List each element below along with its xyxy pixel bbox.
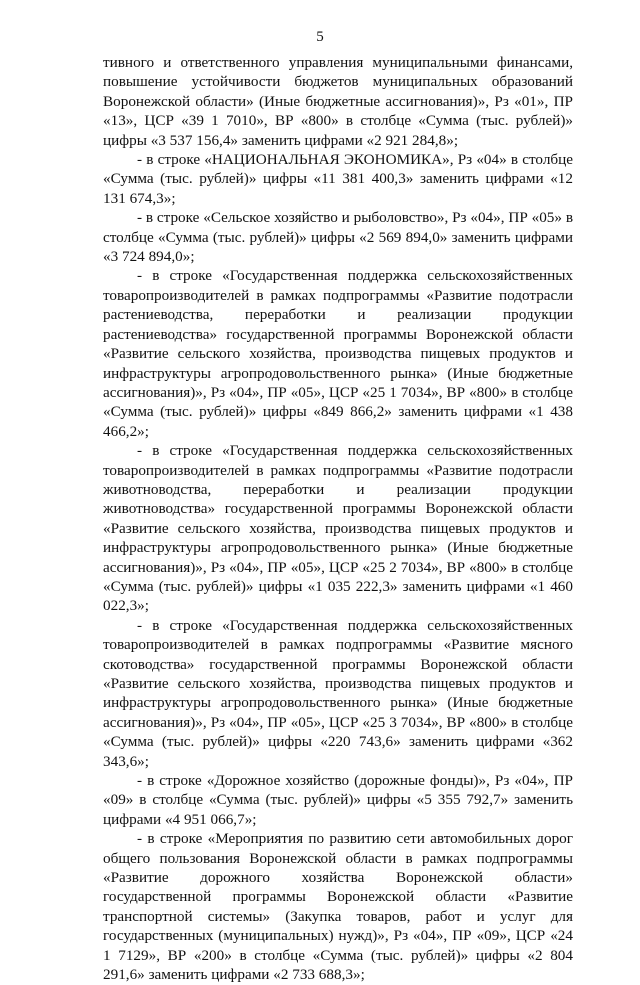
paragraph-item: - в строке «Государственная поддержка сельскохозяйственных товаропроизводителей в рамках подпрограммы «Развитие мясного скотоводства» государственной программы Воронежской области «Развитие сельского хозяйства, производства пищевых продуктов и инфраструктуры агропродовольственного рынка» (Иные бюджетные ассигнования)», Рз «04», ПР «05», ЦСР «25 3 7034», ВР «800» в столбце «Сумма (тыс. рублей)» цифры «220 743,6» заменить цифрами «362 343,6»; xyxy=(103,616,573,770)
paragraph-item: - в строке «НАЦИОНАЛЬНАЯ ЭКОНОМИКА», Рз «04» в столбце «Сумма (тыс. рублей)» цифры «11 381 400,3» заменить цифрами «12 131 674,3»; xyxy=(103,151,573,207)
paragraph-item: - в строке «Государственная поддержка сельскохозяйственных товаропроизводителей в рамках подпрограммы «Развитие подотрасли растениеводства, переработки и реализации продукции растениеводства» государственной программы Воронежской области «Развитие сельского хозяйства, производства пищевых продуктов и инфраструктуры агропродовольственного рынка» (Иные бюджетные ассигнования)», Рз «04», ПР «05», ЦСР «25 1 7034», ВР «800» в столбце «Сумма (тыс. рублей)» цифры «849 866,2» заменить цифрами «1 438 466,2»; xyxy=(103,267,573,440)
document-body xyxy=(103,53,573,985)
paragraph-item: - в строке «Сельское хозяйство и рыболовство», Рз «04», ПР «05» в столбце «Сумма (тыс. рублей)» цифры «2 569 894,0» заменить цифрами «3 724 894,0»; xyxy=(103,209,573,266)
paragraph-item: - в строке «Мероприятия по развитию сети автомобильных дорог общего пользования Воронежской области в рамках подпрограммы «Развитие дорожного хозяйства Воронежской области» государственной программы Воронежской области «Развитие транспортной системы» (Закупка товаров, работ и услуг для государственных (муниципальных) нужд)», Рз «04», ПР «09», ЦСР «24 1 7129», ВР «200» в столбце «Сумма (тыс. рублей)» цифры «2 804 291,6» заменить цифрами «2 733 688,3»; xyxy=(103,830,573,984)
paragraph-item: - в строке «Дорожное хозяйство (дорожные фонды)», Рз «04», ПР «09» в столбце «Сумма (тыс. рублей)» цифры «5 355 792,7» заменить цифрами «4 951 066,7»; xyxy=(103,772,573,828)
page-number: 5 xyxy=(316,29,324,45)
paragraph-continuation: тивного и ответственного управления муниципальными финансами, повышение устойчивости бюджетов муниципальных образований Воронежской области» (Иные бюджетные ассигнования)», Рз «01», ПР «13», ЦСР «39 1 7010», ВР «800» в столбце «Сумма (тыс. рублей)» цифры «3 537 156,4» заменить цифрами «2 921 284,8»; xyxy=(103,54,573,149)
paragraph-item: - в строке «Государственная поддержка сельскохозяйственных товаропроизводителей в рамках подпрограммы «Развитие подотрасли животноводства, переработки и реализации продукции животноводства» государственной программы Воронежской области «Развитие сельского хозяйства, производства пищевых продуктов и инфраструктуры агропродовольственного рынка» (Иные бюджетные ассигнования)», Рз «04», ПР «05», ЦСР «25 2 7034», ВР «800» в столбце «Сумма (тыс. рублей)» цифры «1 035 222,3» заменить цифрами «1 460 022,3»; xyxy=(103,442,573,615)
